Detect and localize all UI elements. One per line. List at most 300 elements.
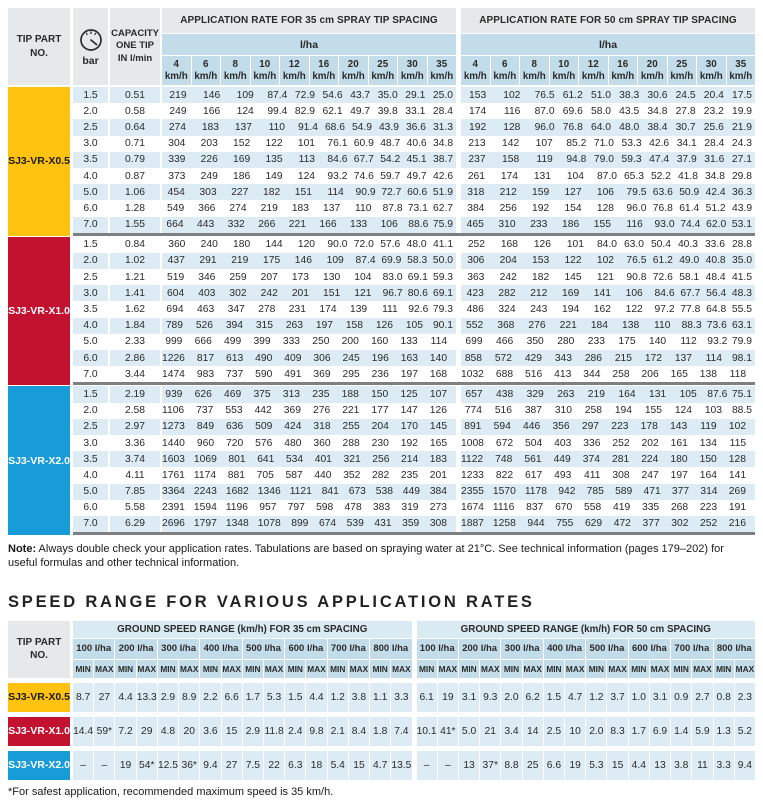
rate-value: 250 [312, 336, 330, 348]
rate-value: 125 [400, 388, 418, 400]
range-value: 13.3 [137, 683, 157, 712]
speed-unit-label: km/h [371, 70, 395, 82]
rate-value: 180 [233, 239, 251, 251]
rate-value: 258 [612, 368, 630, 380]
capacity-cell: 1.06 [110, 184, 160, 200]
rate-value: 942 [558, 486, 576, 498]
rate-value: 480 [284, 437, 302, 449]
rate-value: 29.1 [405, 89, 426, 101]
speed-value: 35 [436, 58, 448, 70]
tip-part-label: SJ3-VR-X2.0 [8, 751, 70, 780]
table-row [73, 168, 755, 184]
rate-value: 493 [554, 469, 572, 481]
rate-value: 1069 [193, 453, 217, 465]
speed-header-cell [280, 56, 309, 85]
bar-pressure-cell: 3.0 [83, 138, 98, 150]
rate-value: 472 [613, 518, 631, 530]
rate-value: 302 [229, 287, 247, 299]
rate-value: 64.8 [706, 304, 727, 316]
rate-value: 519 [167, 271, 185, 283]
table-row [73, 301, 755, 317]
rate-value: 69.1 [432, 287, 454, 299]
range-value: 25 [523, 751, 543, 780]
rate-value: 454 [167, 186, 185, 198]
minmax-header-cell: MAX [607, 660, 627, 678]
speed-unit-label: km/h [611, 70, 635, 82]
range-cells-50cm [417, 683, 756, 712]
pressure-gauge-icon [78, 27, 104, 53]
unit-header-50cm: l/ha [461, 34, 755, 55]
rate-value: 48.4 [705, 271, 726, 283]
rate-value: 227 [231, 186, 249, 198]
rate-value: 288 [342, 437, 360, 449]
range-value: 4.4 [629, 751, 649, 780]
rate-value: 755 [556, 518, 574, 530]
rate-value: 240 [200, 239, 218, 251]
range-value: 2.0 [586, 717, 606, 746]
range-value: 3.1 [459, 683, 479, 712]
speed-unit-label: km/h [522, 70, 546, 82]
rate-value: 183 [291, 202, 310, 214]
rate-value: 465 [466, 219, 484, 231]
rate-value: 40.3 [677, 239, 698, 251]
rate-value: 28.4 [704, 138, 725, 150]
rate-value: 329 [526, 388, 544, 400]
tip-part-label: SJ3-VR-X2.0 [8, 386, 70, 535]
speed-header-cell [162, 56, 191, 85]
range-value: 54* [137, 751, 157, 780]
rate-value: 74.6 [353, 170, 374, 182]
rate-value: 180 [670, 453, 688, 465]
minmax-header-cell: MIN [544, 660, 564, 678]
range-value: 15 [222, 717, 242, 746]
range-cells-35cm [73, 751, 412, 780]
section-header-35cm [162, 8, 456, 85]
rate-value: 1440 [162, 437, 185, 449]
rate-header-cell: 700 l/ha [328, 639, 369, 659]
section-title-50cm: APPLICATION RATE FOR 50 cm SPRAY TIP SPACING [461, 8, 755, 33]
rate-value: 87.4 [267, 89, 288, 101]
speed-value: 6 [203, 58, 209, 70]
rate-value: 449 [553, 453, 571, 465]
rate-value: 72.9 [294, 89, 315, 101]
rate-value: 25.0 [432, 89, 453, 101]
rate-value: 235 [400, 469, 419, 481]
rate-value: 206 [641, 368, 659, 380]
speed-header-cell [638, 56, 667, 85]
rate-value: 313 [282, 388, 301, 400]
speed-unit-label: km/h [581, 70, 605, 82]
rate-value: 233 [530, 219, 548, 231]
rate-value: 110 [268, 121, 285, 133]
rate-value: 79.5 [626, 186, 647, 198]
rate-block-50cm [461, 403, 755, 419]
rate-value: 102 [728, 421, 747, 433]
rate-value: 110 [355, 202, 372, 214]
bar-pressure-cell: 1.5 [73, 386, 108, 402]
rate-value: 91.4 [297, 121, 318, 133]
rate-value: 137 [323, 202, 341, 214]
bar-pressure-cell: 2.0 [83, 105, 98, 117]
rate-value: 558 [584, 502, 602, 514]
rate-block-35cm [162, 403, 456, 419]
rate-value: 31.3 [432, 121, 453, 133]
rate-value: 636 [225, 421, 244, 433]
rate-value: 223 [699, 502, 718, 514]
bar-pressure-cell: 3.5 [83, 304, 98, 316]
rate-value: 119 [536, 154, 553, 166]
rate-value: 53.3 [621, 138, 642, 150]
speed-range-row [8, 751, 755, 780]
rate-value: 59.3 [432, 271, 454, 283]
rate-value: 236 [371, 368, 389, 380]
speed-header-cell [310, 56, 339, 85]
rate-value: 183 [429, 453, 447, 465]
rate-value: 212 [499, 186, 517, 198]
rate-block-35cm [162, 119, 456, 135]
speed-header-cell [727, 56, 756, 85]
rate-value: 626 [194, 388, 212, 400]
rate-value: 350 [526, 336, 544, 348]
rate-value: 219 [587, 388, 605, 400]
capacity-cell: 2.58 [124, 405, 146, 417]
speed-value: 20 [347, 58, 359, 70]
section-title-35cm: APPLICATION RATE FOR 35 cm SPRAY TIP SPACING [162, 8, 456, 33]
rate-value: 35.0 [732, 255, 753, 267]
rate-value: 90.1 [432, 320, 453, 332]
rate-block-50cm [461, 301, 755, 317]
rate-block-50cm [461, 435, 755, 451]
rate-value: 442 [254, 405, 272, 417]
bar-pressure-cell: 6.0 [83, 502, 98, 514]
footnote-text: *For safest application, recommended maximum speed is 35 km/h. [8, 785, 334, 798]
rate-value: 88.5 [731, 405, 752, 417]
bar-pressure-cell: 2.0 [83, 405, 98, 417]
bar-pressure-cell: 5.0 [73, 184, 108, 200]
speed-header-cell [491, 56, 520, 85]
speed-unit-label: km/h [341, 70, 365, 82]
range-value: 2.9 [158, 683, 178, 712]
rate-value: 166 [319, 219, 337, 231]
minmax-header-cell: MIN [417, 660, 437, 678]
rate-value: 57.6 [380, 239, 401, 251]
minmax-header-cell: MAX [692, 660, 712, 678]
minmax-header-cell: MAX [438, 660, 458, 678]
rate-block-50cm [461, 103, 755, 119]
speed-header-cell [251, 56, 280, 85]
rate-value: 36.6 [405, 121, 426, 133]
rate-value: 204 [499, 255, 517, 267]
bar-pressure-cell: 2.5 [83, 271, 98, 283]
rate-value: 162 [593, 304, 611, 316]
rate-value: 774 [464, 405, 482, 417]
rate-value: 737 [196, 405, 214, 417]
rate-value: 252 [700, 518, 718, 530]
rate-value: 318 [467, 186, 485, 198]
range-value: 5.3 [586, 751, 606, 780]
rate-value: 1474 [162, 368, 185, 380]
rate-value: 137 [234, 121, 252, 133]
rate-value: 192 [532, 202, 550, 214]
rate-value: 23.2 [703, 105, 724, 117]
rate-value: 737 [225, 368, 244, 380]
pressure-column-header [73, 8, 108, 85]
rate-header-cell: 200 l/ha [115, 639, 156, 659]
range-value: 5.3 [264, 683, 284, 712]
rate-value: 384 [429, 486, 447, 498]
rate-value: 17.5 [731, 89, 753, 101]
rate-value: 65.3 [623, 170, 644, 182]
range-cells-35cm [73, 683, 412, 712]
rate-value: 273 [429, 502, 447, 514]
rate-value: 25.6 [703, 121, 724, 133]
rate-value: 76.8 [562, 121, 583, 133]
rate-value: 127 [564, 186, 582, 198]
rate-value: 401 [314, 453, 332, 465]
rate-value: 797 [287, 502, 305, 514]
rate-value: 115 [729, 437, 747, 449]
rate-value: 103 [704, 405, 722, 417]
rate-value: 2243 [193, 486, 217, 498]
rate-value: 73.6 [706, 320, 727, 332]
range-value: 1.7 [629, 717, 649, 746]
rate-value: 82.9 [294, 105, 315, 117]
rate-value: 178 [640, 421, 658, 433]
rate-value: 121 [354, 287, 372, 299]
minmax-header-cell: MAX [179, 660, 199, 678]
speed-value: 25 [377, 58, 389, 70]
bar-label: bar [82, 54, 99, 67]
range-value: 1.2 [328, 683, 348, 712]
rate-value: 314 [700, 486, 718, 498]
rate-value: 73.1 [407, 202, 428, 214]
rate-value: 145 [429, 421, 448, 433]
range-value: 41* [438, 717, 458, 746]
rate-value: 183 [201, 121, 219, 133]
rate-value: 1174 [193, 469, 217, 481]
tip-group-rows [73, 386, 755, 535]
range-value: 13.5 [391, 751, 411, 780]
speed-unit-label: km/h [552, 70, 576, 82]
rate-value: 104 [566, 170, 584, 182]
rate-header-cell: 100 l/ha [73, 639, 114, 659]
rate-value: 1233 [461, 469, 484, 481]
rate-value: 38.3 [619, 89, 640, 101]
rate-value: 1121 [289, 486, 312, 498]
rate-value: 424 [284, 421, 302, 433]
range-value: 10.1 [417, 717, 437, 746]
range-value: 1.3 [714, 717, 734, 746]
table-row [73, 516, 755, 532]
rate-value: 155 [593, 219, 611, 231]
range-value: 8.3 [607, 717, 627, 746]
speed-range-row [8, 717, 755, 746]
rate-value: 785 [586, 486, 604, 498]
rate-value: 116 [626, 219, 643, 231]
speed-header-cell [579, 56, 608, 85]
rate-block-50cm [461, 269, 755, 285]
rate-value: 107 [535, 138, 553, 150]
rate-value: 126 [375, 320, 393, 332]
rate-value: 641 [257, 453, 275, 465]
rate-value: 366 [198, 202, 216, 214]
range-value: 3.7 [607, 683, 627, 712]
speed-header-cell [192, 56, 221, 85]
rate-value: 47.4 [649, 154, 670, 166]
minmax-header-cell: MAX [480, 660, 500, 678]
range-value: 4.7 [565, 683, 585, 712]
rate-value: 526 [195, 320, 213, 332]
range-value: 3.4 [501, 717, 521, 746]
table-row [73, 253, 755, 269]
tip-part-label: SJ3-VR-X1.0 [8, 717, 70, 746]
rate-value: 41.8 [677, 170, 698, 182]
minmax-header-cell: MIN [115, 660, 135, 678]
rate-value: 538 [375, 486, 393, 498]
range-value: – [73, 751, 93, 780]
speed-unit-label: km/h [312, 70, 336, 82]
rate-block-50cm [461, 119, 755, 135]
capacity-cell: 3.36 [124, 437, 146, 449]
rate-value: 594 [493, 421, 511, 433]
range-value: 2.0 [501, 683, 521, 712]
rate-value: 308 [612, 469, 630, 481]
rate-value: 128 [503, 121, 521, 133]
application-rate-table-body [8, 87, 755, 535]
range-value: 8.9 [179, 683, 199, 712]
rate-value: 2355 [461, 486, 484, 498]
rate-value: 359 [402, 518, 420, 530]
tip-part-label: SJ3-VR-X0.5 [8, 683, 70, 712]
speed-value: 10 [558, 58, 570, 70]
rate-value: 242 [260, 287, 278, 299]
rate-value: 534 [285, 453, 304, 465]
tip-part-no-header: TIP PART NO. [8, 621, 70, 678]
rate-value: 62.7 [432, 202, 454, 214]
rate-block-50cm [461, 386, 755, 402]
capacity-cell: 5.58 [124, 502, 146, 514]
rate-block-35cm [162, 168, 456, 184]
rate-value: 54.9 [351, 121, 372, 133]
minmax-header-cell: MAX [650, 660, 670, 678]
minmax-header-cell: MIN [671, 660, 691, 678]
rate-value: 315 [255, 320, 273, 332]
note-body: Always double check your application rates. Tabulations are based on spraying water at 21°C. See technical information (pages 179–202) for useful formulas and other technical information. [8, 543, 724, 570]
rate-header-cell: 600 l/ha [285, 639, 326, 659]
rate-block-50cm [461, 451, 755, 467]
rate-value: 1078 [257, 518, 281, 530]
rate-value: 151 [323, 287, 341, 299]
rate-value: 394 [225, 320, 243, 332]
rate-value: 429 [524, 352, 542, 364]
rate-value: 150 [371, 388, 389, 400]
rate-value: 85.2 [566, 138, 587, 150]
rate-value: 67.7 [353, 154, 374, 166]
table-row [73, 435, 755, 451]
minmax-header-cell: MAX [523, 660, 543, 678]
rate-value: 153 [532, 255, 550, 267]
rate-value: 419 [613, 502, 631, 514]
rate-value: 142 [502, 138, 520, 150]
bar-pressure-cell: 4.0 [83, 170, 98, 182]
range-value: 14.4 [73, 717, 93, 746]
rate-value: 58.0 [590, 105, 612, 117]
rate-value: 21.9 [731, 121, 753, 133]
rate-value: 60.9 [353, 138, 374, 150]
capacity-column-header: CAPACITY ONE TIP IN l/min [110, 8, 160, 85]
rate-value: 2696 [162, 518, 185, 530]
range-value: 1.8 [370, 717, 390, 746]
rate-value: 664 [166, 219, 184, 231]
rate-value: 259 [229, 271, 247, 283]
range-value: 8.8 [501, 751, 521, 780]
rate-block-50cm [461, 152, 755, 168]
rate-block-35cm [162, 334, 456, 350]
rate-value: 375 [253, 388, 271, 400]
rate-value: 48.0 [619, 121, 640, 133]
rate-value: 143 [670, 421, 688, 433]
rate-block-35cm [162, 386, 456, 402]
rate-value: 1258 [492, 518, 516, 530]
speed-value: 12 [288, 58, 300, 70]
capacity-cell: 7.85 [110, 484, 160, 500]
capacity-cell: 0.64 [110, 119, 160, 135]
table-row [73, 184, 755, 200]
rate-value: 516 [524, 368, 543, 380]
rate-value: 28.4 [432, 105, 453, 117]
speed-value: 8 [232, 58, 238, 70]
rate-value: 226 [200, 154, 218, 166]
rate-value: 369 [313, 368, 331, 380]
rate-value: 30.6 [647, 89, 668, 101]
application-rate-table [8, 8, 755, 535]
minmax-header-cell: MIN [586, 660, 606, 678]
speed-value: 16 [617, 58, 629, 70]
rate-value: 673 [348, 486, 366, 498]
rate-block-50cm [461, 87, 755, 103]
capacity-cell: 1.55 [110, 217, 160, 233]
table-row [73, 403, 755, 419]
rate-value: 344 [583, 368, 601, 380]
rate-value: 41.5 [732, 271, 753, 283]
rate-value: 54.2 [380, 154, 401, 166]
rate-value: 114 [430, 336, 448, 348]
capacity-cell: 4.11 [125, 469, 145, 481]
rate-value: 449 [402, 486, 420, 498]
rate-value: 817 [196, 352, 215, 364]
tip-group-rows [73, 87, 755, 236]
minmax-header-cell: MIN [285, 660, 305, 678]
rate-value: 463 [197, 304, 215, 316]
rate-value: 204 [371, 421, 389, 433]
tip-part-label: SJ3-VR-X1.0 [8, 237, 70, 386]
rate-value: 105 [679, 388, 697, 400]
rate-value: 94.8 [566, 154, 587, 166]
rate-value: 720 [225, 437, 244, 449]
rate-value: 221 [559, 320, 577, 332]
rate-value: 306 [467, 255, 485, 267]
rate-value: 24.3 [731, 138, 752, 150]
rate-value: 266 [258, 219, 276, 231]
rate-value: 1008 [461, 437, 484, 449]
minmax-header-cell: MAX [391, 660, 411, 678]
rate-value: 318 [313, 421, 331, 433]
rate-value: 411 [584, 469, 601, 481]
unit-header-35cm: l/ha [162, 34, 456, 55]
rate-value: 83.0 [382, 271, 403, 283]
speed-unit-label: km/h [729, 70, 753, 82]
speed-value: 30 [406, 58, 418, 70]
